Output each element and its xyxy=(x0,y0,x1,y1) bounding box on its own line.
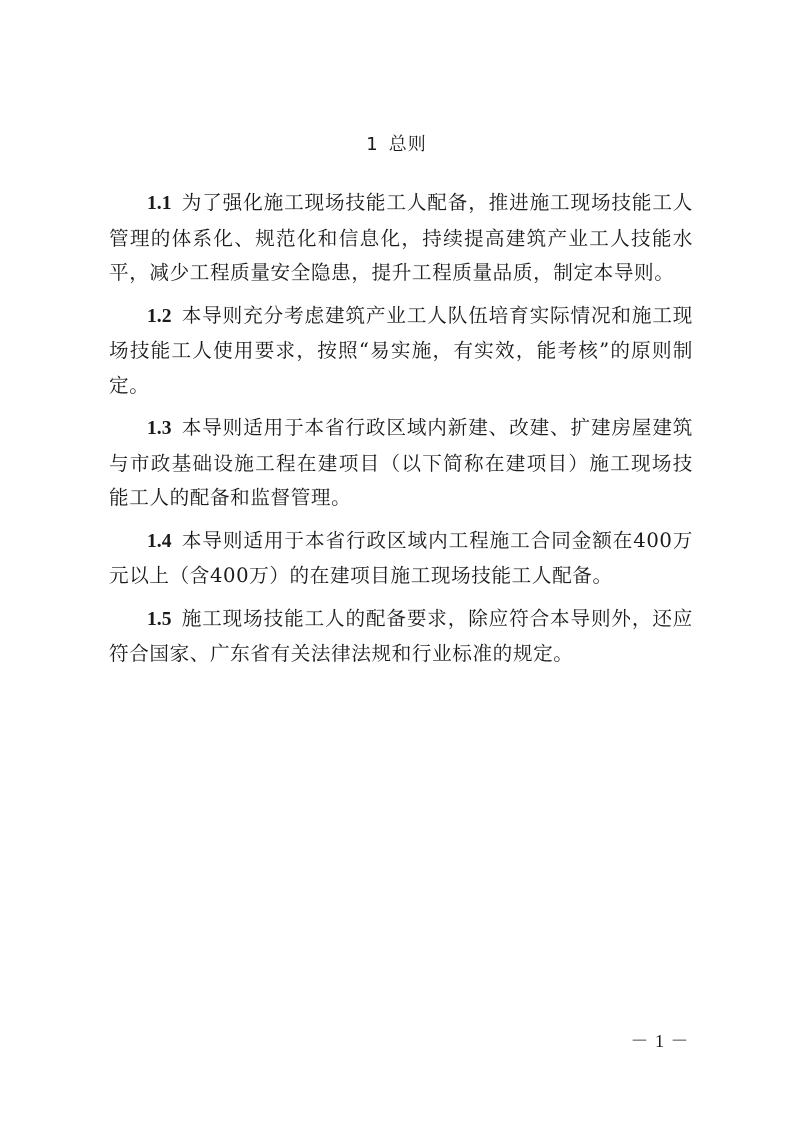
clause-1-4 xyxy=(109,524,693,594)
clause-number: 1.3 xyxy=(147,418,172,439)
clause-number: 1.5 xyxy=(147,608,172,630)
clause-number: 1.1 xyxy=(147,193,172,214)
page-number: － 1 － xyxy=(630,1031,690,1051)
chapter-number: 1 xyxy=(366,134,379,155)
chapter-title xyxy=(0,131,793,159)
document-body xyxy=(109,186,693,680)
clause-text: 本导则充分考虑建筑产业工人队伍培育实际情况和施工现场技能工人使用要求，按照“易实施，有实效，能考核”的原则制定。 xyxy=(109,303,693,397)
clause-text: 为了强化施工现场技能工人配备，推进施工现场技能工人管理的体系化、规范化和信息化，持续提高建筑产业工人技能水平，减少工程质量安全隐患，提升工程质量品质，制定本导则。 xyxy=(109,191,693,284)
clause-text: 本导则适用于本省行政区域内新建、改建、扩建房屋建筑与市政基础设施工程在建项目（以下简称在建项目）施工现场技能工人的配备和监督管理。 xyxy=(109,416,693,509)
clause-text: 施工现场技能工人的配备要求，除应符合本导则外，还应符合国家、广东省有关法律法规和行业标准的规定。 xyxy=(109,606,693,665)
clause-1-5 xyxy=(109,602,693,672)
clause-text: 本导则适用于本省行政区域内工程施工合同金额在400万元以上（含400万）的在建项目施工现场技能工人配备。 xyxy=(109,528,693,587)
clause-1-3 xyxy=(109,411,693,516)
chapter-title-text: 总则 xyxy=(388,134,427,155)
clause-1-1 xyxy=(109,186,693,291)
clause-1-2 xyxy=(109,299,693,404)
clause-number: 1.2 xyxy=(147,305,172,327)
clause-number: 1.4 xyxy=(147,530,172,552)
